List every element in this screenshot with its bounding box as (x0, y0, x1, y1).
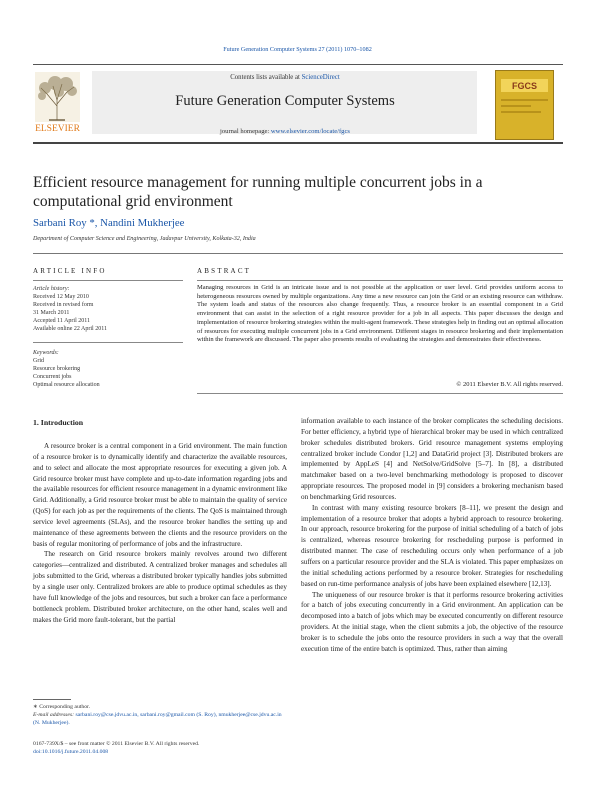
homepage-link[interactable]: www.elsevier.com/locate/fgcs (270, 128, 350, 135)
issn-line: 0167-739X/$ – see front matter © 2011 Elsevier B.V. All rights reserved. (33, 741, 200, 747)
article-info-rule (33, 280, 183, 281)
email-addresses[interactable]: sarbani.roy@cse.jdvu.ac.in, sarbani.roy@gmail.com (S. Roy), nmukherjee@cse.jdvu.ac.in (N. Mukherjee). (33, 712, 282, 727)
journal-title: Future Generation Computer Systems (175, 93, 395, 109)
article-history (33, 285, 183, 334)
abstract-bottom-rule (197, 393, 563, 394)
sciencedirect-link[interactable]: ScienceDirect (301, 74, 340, 81)
history-item: Accepted 11 April 2011 (33, 318, 91, 325)
history-item: Available online 22 April 2011 (33, 326, 107, 333)
keyword: Concurrent jobs (33, 374, 72, 381)
abstract-rule (197, 280, 563, 281)
body-paragraph: In contrast with many existing resource brokers [8–11], we present the design and implementation of a resource broker that adopts a hybrid approach to resource brokering. In our approach, resource brokering for the purpose of initial scheduling of a batch of jobs is centralized, whereas resource brokering for rescheduling purpose is performed in distributed manner. The case of rescheduling occurs only when performance of a job suffers on a particular resource provider and the SLA is violated. This paper emphasizes on the initial scheduling actions performed by a resource broker. Strategies for rescheduling based on run-time performance analysis of jobs have been explained elsewhere [12,13]. (301, 503, 563, 588)
elsevier-wordmark: ELSEVIER (35, 124, 80, 134)
body-paragraph: A resource broker is a central component in a Grid environment. The main function of a resource broker is to dynamically identify and characterize the available resources, and to select and allocate the most appropriate resources for executing a given job. A Grid resource broker must have complete and up-to-date information regarding jobs and the available resources for efficient resource management in a dynamic environment like Grid. Additionally, a Grid resource broker must be able to maintain the quality of service (QoS) for each job as per the requirements of the clients. The QoS is maintained through service level agreements (SLAs), and the resource broker handles the setting up and maintenance of these agreements between the clients and the resource providers on the basis of regular monitoring of performance of jobs and the infrastructure. (33, 442, 287, 548)
body-paragraph: The uniqueness of our resource broker is that it performs resource brokering activities for a batch of jobs executing concurrently in a Grid environment. An application can be decomposed into a batch of jobs which may be executed concurrently on different resource providers. At the initial stage, when the client submits a job, the objective of the resource broker is to schedule the jobs onto the resource providers in such a way that the overall execution time of the entire batch is optimized. Thus, rather than aiming (301, 590, 563, 653)
affiliation: Department of Computer Science and Engineering, Jadavpur University, Kolkata-32, India (33, 236, 256, 242)
article-info-heading: ARTICLE INFO (33, 267, 107, 275)
keyword: Grid (33, 358, 44, 365)
keywords (33, 349, 183, 389)
keywords-rule (33, 342, 183, 343)
masthead-bottom-rule (33, 142, 563, 144)
footnote (33, 703, 287, 727)
email-label: E-mail addresses: (33, 712, 76, 719)
body-paragraph: The research on Grid resource brokers mainly revolves around two different categories—centralized and distributed. A centralized broker manages and schedules all jobs submitted to the Grid, whereas a distributed broker typically handles jobs submitted by a single user only. Centralized brokers are able to produce optimal schedules as they have full knowledge of the jobs and resources, but such a broker can face a performance bottleneck problem. Distributed broker architecture, on the other hand, scales well and makes the Grid more fault-tolerant, but the partial (33, 550, 287, 624)
keywords-label: Keywords: (33, 350, 59, 356)
contents-prefix: Contents lists available at (230, 74, 302, 81)
body-column-right (301, 416, 563, 655)
corresponding-author-note: Corresponding author. (39, 704, 91, 710)
history-item: 31 March 2011 (33, 310, 70, 317)
doi-link[interactable]: doi:10.1016/j.future.2011.04.008 (33, 749, 109, 756)
body-column-left (33, 441, 287, 625)
footnote-marker: ∗ (33, 704, 38, 710)
cover-label: FGCS (511, 81, 538, 91)
info-top-rule (33, 253, 563, 254)
history-label: Article history: (33, 286, 70, 292)
elsevier-tree-logo (35, 72, 80, 134)
paper-title: Efficient resource management for running multiple concurrent jobs in a computational grid environment (33, 174, 483, 210)
copyright-line: © 2011 Elsevier B.V. All rights reserved. (456, 381, 563, 388)
abstract-heading: ABSTRACT (197, 267, 252, 275)
author-list[interactable]: Sarbani Roy *, Nandini Mukherjee (33, 217, 185, 229)
introduction-heading: 1. Introduction (33, 418, 84, 427)
homepage-prefix: journal homepage: (220, 128, 271, 135)
journal-reference[interactable]: Future Generation Computer Systems 27 (2011) 1070–1082 (223, 46, 372, 53)
contents-line (95, 74, 475, 81)
issn-block (33, 740, 333, 756)
abstract-text: Managing resources in Grid is an intricate issue and is not possible at the application or user level. Grid provides uniform access to heterogeneous resources owned by multiple organizations. Any time a new resource can join the Grid or an existing resource can withdraw. The system loads and status of the resources also change frequently. Thus, a resource broker is an essential component in a Grid environment that can assist in the selection of a right resource provider for a job in all aspects. This paper discusses the design and implementation of resource brokering strategies within the multi-agent framework. These strategies help in finding out an optimal allocation of resources for executing multiple concurrent jobs in a Grid environment. Different stages in resource brokering and their implementation within the framework are discussed. The paper also presents results of evaluating the strategies and demonstrates their effectiveness. (197, 284, 563, 344)
masthead-top-rule (33, 64, 563, 65)
body-paragraph: information available to each instance of the broker complicates the scheduling decisions. For better efficiency, a hybrid type of hierarchical broker may be used in which centralized broker schedules distributed brokers. Grid resource management systems employing centralized broker include Condor [1,2] and DataGrid project [3]. Distributed brokers are implemented by AppLeS [4] and NetSolve/GridSolve [5–7]. In [8], a distributed matchmaker based on a two-level benchmarking methodology is proposed to discover appropriate resources. The proposed model in [9] considers a brokering mechanism based on benchmarking Grid resources. (301, 417, 563, 501)
history-item: Received in revised form (33, 302, 94, 309)
history-item: Received 12 May 2010 (33, 294, 89, 301)
keyword: Optimal resource allocation (33, 382, 100, 389)
keyword: Resource brokering (33, 366, 81, 373)
footnote-rule (33, 699, 71, 700)
journal-cover-thumbnail (495, 70, 554, 140)
homepage-line (95, 128, 475, 135)
